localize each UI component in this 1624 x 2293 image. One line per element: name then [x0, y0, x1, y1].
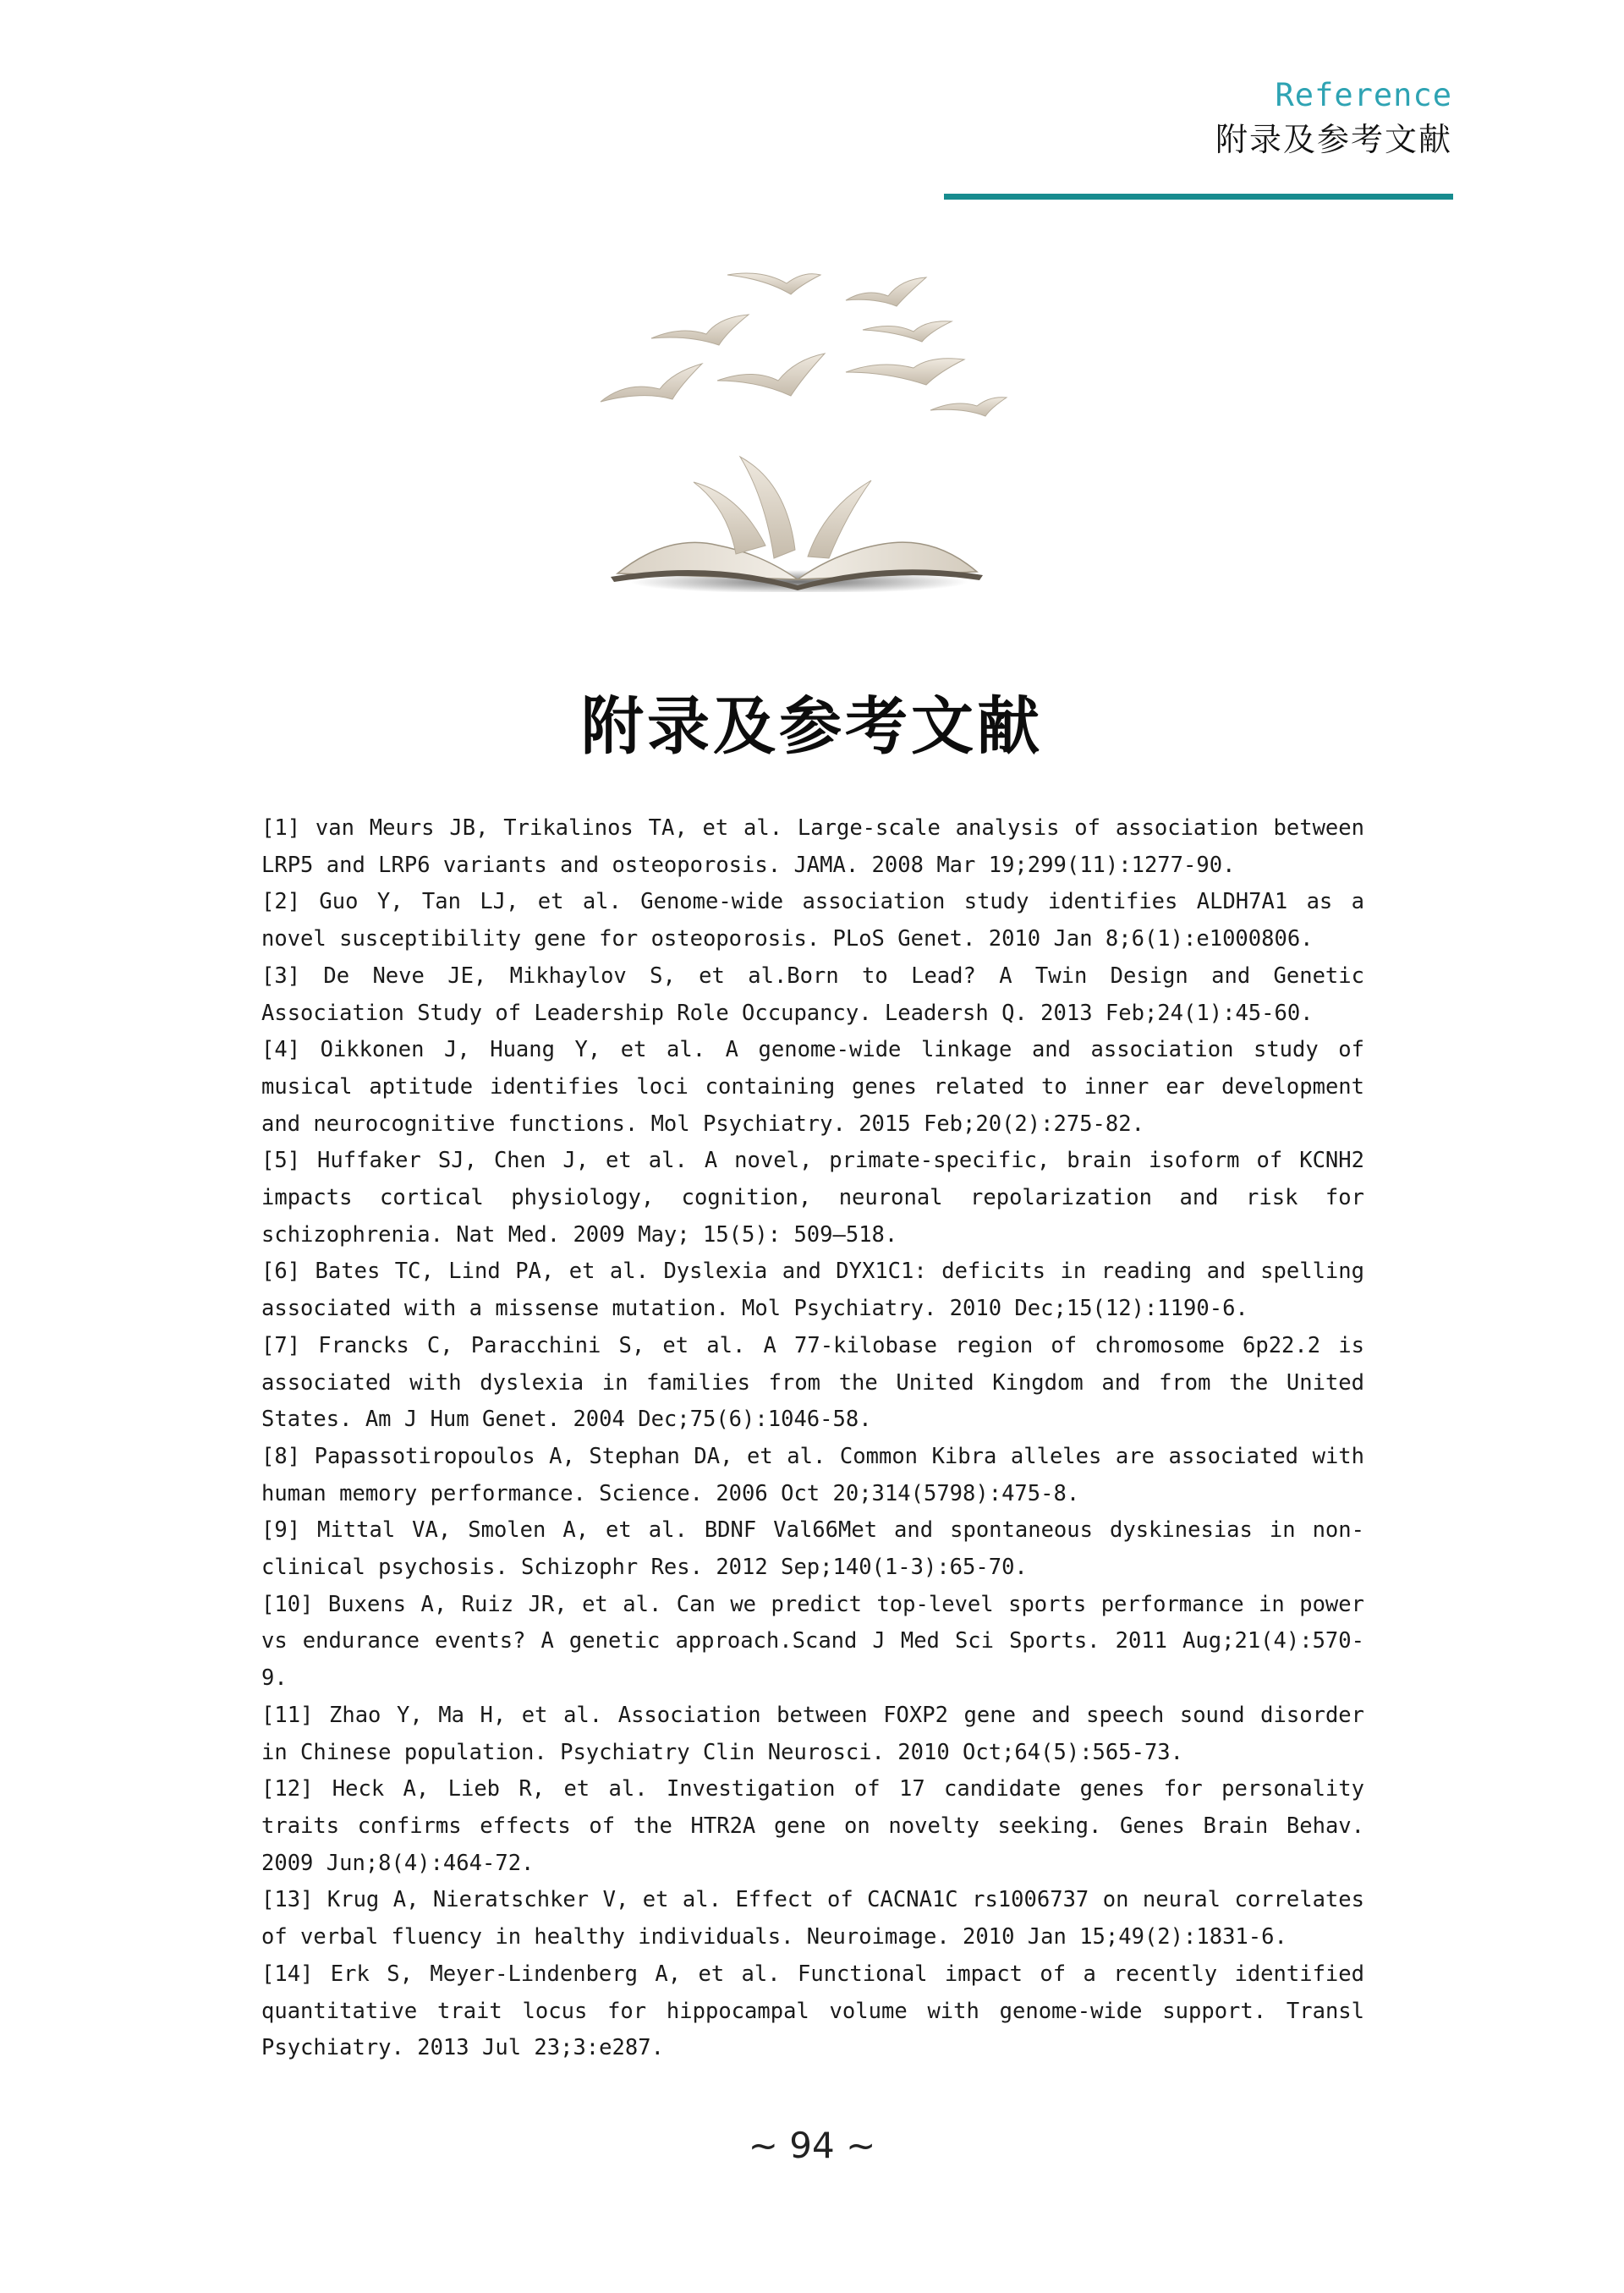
paper-bird-6: [863, 321, 952, 342]
flying-book-illustration: [592, 254, 1015, 592]
page-title: 附录及参考文献: [581, 690, 1043, 763]
reference-item: [7] Francks C, Paracchini S, et al. A 77-kilobase region of chromosome 6p22.2 is associated with dyslexia in families from the United Kingdom and from the United States. Am J Hum Genet. 2004 Dec;75(6):1046-58.: [261, 1332, 1364, 1433]
reference-list: [261, 810, 1364, 2067]
header-english-label: Reference: [1275, 77, 1452, 113]
reference-item: [12] Heck A, Lieb R, et al. Investigation of 17 candidate genes for personality traits confirms effects of the HTR2A gene on novelty seeking. Genes Brain Behav. 2009 Jun;8(4):464-72.: [261, 1776, 1364, 1876]
running-header: [1215, 74, 1452, 162]
reference-item: [2] Guo Y, Tan LJ, et al. Genome-wide association study identifies ALDH7A1 as a novel susceptibility gene for osteoporosis. PLoS Genet. 2010 Jan 8;6(1):e1000806.: [261, 889, 1364, 952]
paper-bird-4: [727, 273, 820, 294]
reference-item: [6] Bates TC, Lind PA, et al. Dyslexia and DYX1C1: deficits in reading and spelling associated with a missense mutation. Mol Psychiatry. 2010 Dec;15(12):1190-6.: [261, 1259, 1364, 1322]
paper-bird-1: [601, 364, 702, 402]
reference-item: [11] Zhao Y, Ma H, et al. Association between FOXP2 gene and speech sound disorder in Chinese population. Psychiatry Clin Neurosci. 2010 Oct;64(5):565-73.: [261, 1702, 1364, 1765]
paper-bird-2: [651, 315, 749, 345]
reference-item: [3] De Neve JE, Mikhaylov S, et al.Born to Lead? A Twin Design and Genetic Association Study of Leadership Role Occupancy. Leadersh Q. 2013 Feb;24(1):45-60.: [261, 963, 1364, 1026]
reference-item: [9] Mittal VA, Smolen A, et al. BDNF Val66Met and spontaneous dyskinesias in non-clinical psychosis. Schizophr Res. 2012 Sep;140(1-3):65-70.: [261, 1517, 1364, 1581]
paper-bird-5: [846, 277, 926, 306]
paper-bird-3: [717, 354, 825, 396]
header-chinese-label: 附录及参考文献: [1215, 121, 1452, 158]
reference-item: [14] Erk S, Meyer-Lindenberg A, et al. Functional impact of a recently identified quantitative trait locus for hippocampal volume with genome-wide support. Transl Psychiatry. 2013 Jul 23;3:e287.: [261, 1961, 1364, 2061]
header-divider: [944, 194, 1453, 200]
lifting-page-3: [808, 480, 871, 558]
reference-item: [4] Oikkonen J, Huang Y, et al. A genome-wide linkage and association study of musical aptitude identifies loci containing genes related to inner ear development and neurocognitive functions. Mol Psychiatry. 2015 Feb;20(2):275-82.: [261, 1037, 1364, 1137]
page-number: ~ 94 ~: [748, 2125, 876, 2166]
reference-item: [10] Buxens A, Ruiz JR, et al. Can we predict top-level sports performance in power vs endurance events? A genetic approach.Scand J Med Sci Sports. 2011 Aug;21(4):570-9.: [261, 1591, 1364, 1692]
paper-bird-8: [930, 398, 1007, 416]
reference-item: [13] Krug A, Nieratschker V, et al. Effect of CACNA1C rs1006737 on neural correlates of verbal fluency in healthy individuals. Neuroimage. 2010 Jan 15;49(2):1831-6.: [261, 1887, 1364, 1950]
paper-bird-7: [846, 359, 964, 385]
reference-item: [5] Huffaker SJ, Chen J, et al. A novel, primate-specific, brain isoform of KCNH2 impacts cortical physiology, cognition, neuronal repolarization and risk for schizophrenia. Nat Med. 2009 May; 15(5): 509–518.: [261, 1148, 1364, 1248]
reference-item: [1] van Meurs JB, Trikalinos TA, et al. Large-scale analysis of association between LRP5 and LRP6 variants and osteoporosis. JAMA. 2008 Mar 19;299(11):1277-90.: [261, 815, 1364, 878]
reference-item: [8] Papassotiropoulos A, Stephan DA, et al. Common Kibra alleles are associated with human memory performance. Science. 2006 Oct 20;314(5798):475-8.: [261, 1443, 1364, 1506]
